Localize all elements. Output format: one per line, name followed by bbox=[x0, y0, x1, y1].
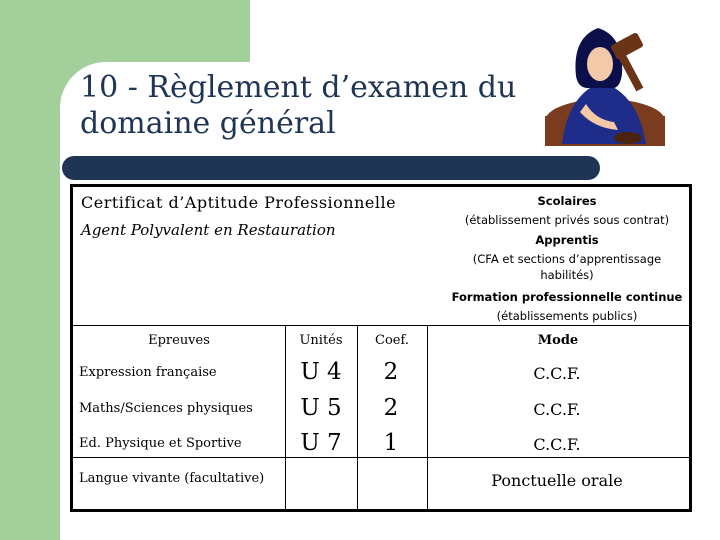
row-3-epreuve: Ed. Physique et Sportive bbox=[79, 436, 242, 451]
title-line-2: domaine général bbox=[80, 106, 336, 141]
certificate-title: Certificat d’Aptitude Professionnelle bbox=[81, 193, 397, 212]
row-2-coef: 2 bbox=[383, 395, 399, 421]
header-epreuves: Epreuves bbox=[148, 333, 210, 348]
row-4-epreuve: Langue vivante (facultative) bbox=[79, 471, 265, 486]
header-coef: Coef. bbox=[375, 333, 409, 348]
row-1-coef: 2 bbox=[383, 359, 399, 385]
status-apprentis-note: (CFA et sections d’apprentissage habilités) bbox=[472, 252, 662, 282]
row-2-mode: C.C.F. bbox=[533, 400, 581, 419]
header-mode: Mode bbox=[537, 333, 579, 348]
row-1-mode: C.C.F. bbox=[533, 364, 581, 383]
status-apprentis: Apprentis bbox=[535, 233, 599, 247]
status-scolaires-note: (établissement privés sous contrat) bbox=[464, 213, 670, 227]
judge-gavel-icon bbox=[540, 16, 670, 151]
status-formation-note: (établissements publics) bbox=[496, 309, 638, 323]
row-3-unite: U 7 bbox=[300, 430, 342, 456]
row-1-epreuve: Expression française bbox=[79, 365, 217, 380]
row-2-unite: U 5 bbox=[300, 395, 342, 421]
title-underline-bar bbox=[62, 156, 600, 180]
row-4-mode: Ponctuelle orale bbox=[491, 471, 623, 490]
exam-table bbox=[70, 184, 692, 512]
header-unites: Unités bbox=[299, 333, 343, 348]
row-3-coef: 1 bbox=[383, 430, 399, 456]
page-title bbox=[80, 70, 550, 142]
status-scolaires: Scolaires bbox=[537, 194, 597, 208]
row-3-mode: C.C.F. bbox=[533, 435, 581, 454]
row-2-epreuve: Maths/Sciences physiques bbox=[79, 401, 253, 416]
status-formation: Formation professionnelle continue bbox=[451, 290, 683, 304]
certificate-subtitle: Agent Polyvalent en Restauration bbox=[81, 221, 336, 239]
title-line-1: 10 - Règlement d’examen du bbox=[80, 70, 517, 105]
row-1-unite: U 4 bbox=[300, 359, 342, 385]
